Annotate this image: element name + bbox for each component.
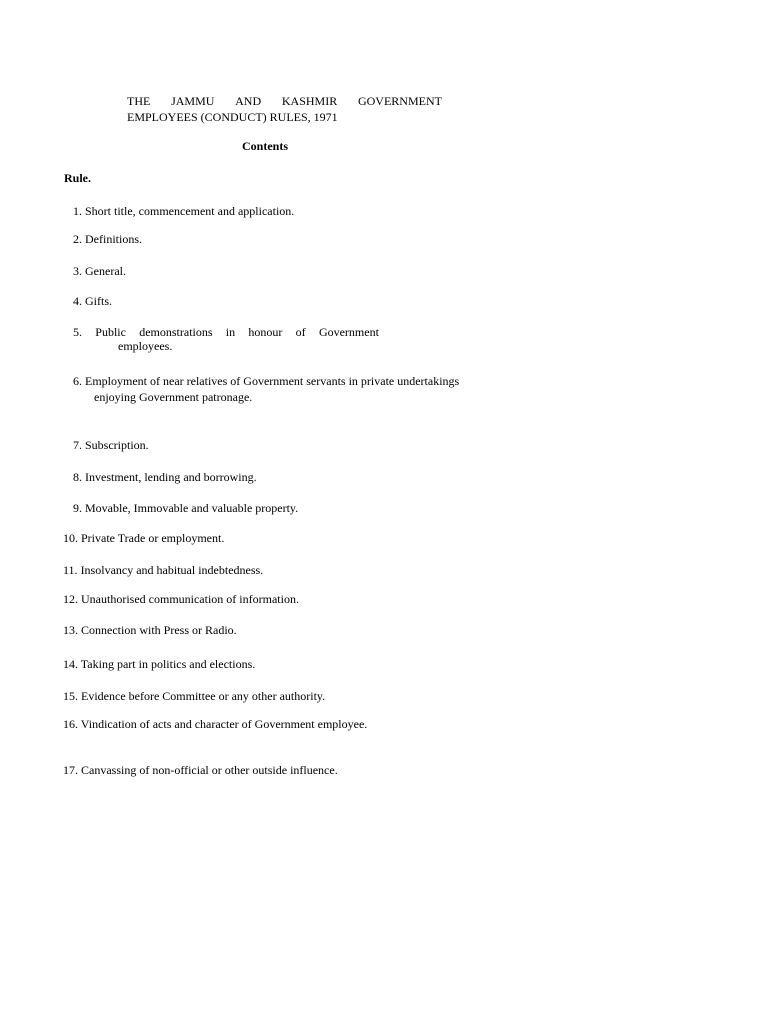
toc-text: Evidence before Committee or any other authority.: [81, 689, 326, 703]
toc-text-continuation: employees.: [118, 339, 173, 353]
title-word: JAMMU: [171, 94, 215, 108]
toc-item-13: [63, 623, 237, 637]
toc-item-9: [73, 501, 298, 515]
toc-word: honour: [248, 325, 283, 339]
toc-text: Investment, lending and borrowing.: [85, 470, 257, 484]
toc-word: Public: [95, 325, 126, 339]
toc-text: Canvassing of non-official or other outside influence.: [81, 763, 338, 777]
toc-text: Unauthorised communication of information.: [81, 592, 299, 606]
title-word: KASHMIR: [281, 94, 338, 108]
toc-text: Connection with Press or Radio.: [81, 623, 237, 637]
toc-text: General.: [85, 264, 126, 278]
toc-text: Gifts.: [85, 294, 112, 308]
toc-word: of: [295, 325, 306, 339]
toc-number: 13.: [63, 623, 78, 637]
toc-item-12: [63, 592, 299, 606]
title-word: GOVERNMENT: [357, 94, 442, 108]
toc-number: 2.: [73, 232, 82, 246]
rule-heading: Rule.: [64, 171, 91, 185]
toc-text-justified: [73, 325, 379, 339]
toc-item-7: [73, 438, 149, 452]
toc-item-8: [73, 470, 257, 484]
toc-item-4: [73, 294, 112, 308]
toc-text-continuation: enjoying Government patronage.: [94, 390, 253, 404]
toc-text: Insolvancy and habitual indebtedness.: [80, 563, 264, 577]
toc-item-16: [63, 717, 367, 731]
toc-item-6: [73, 374, 459, 404]
toc-text: Vindication of acts and character of Government employee.: [80, 717, 368, 731]
toc-item-11: [63, 563, 263, 577]
toc-number: 10.: [63, 531, 78, 545]
toc-word: in: [225, 325, 236, 339]
toc-text: Short title, commencement and application.: [85, 204, 295, 218]
toc-number: 8.: [73, 470, 82, 484]
toc-number: 16.: [63, 717, 78, 731]
toc-word: Government: [318, 325, 379, 339]
toc-number: 12.: [63, 592, 78, 606]
toc-item-15: [63, 689, 325, 703]
toc-item-1: [73, 204, 294, 218]
toc-text: Taking part in politics and elections.: [80, 657, 256, 671]
toc-item-3: [73, 264, 126, 278]
toc-word: demonstrations: [139, 325, 213, 339]
toc-item-10: [63, 531, 224, 545]
document-title-line-2: EMPLOYEES (CONDUCT) RULES, 1971: [127, 110, 338, 124]
toc-number: 17.: [63, 763, 78, 777]
toc-text: Movable, Immovable and valuable property.: [85, 501, 299, 515]
toc-number: 9.: [73, 501, 82, 515]
title-word: THE: [127, 94, 151, 108]
toc-item-14: [63, 657, 255, 671]
toc-item-17: [63, 763, 338, 777]
title-word: AND: [235, 94, 262, 108]
toc-text: Definitions.: [85, 232, 142, 246]
toc-number: 14.: [63, 657, 78, 671]
toc-number: 1.: [73, 204, 82, 218]
toc-text: Employment of near relatives of Government servants in private undertakings: [85, 374, 460, 388]
toc-number: 15.: [63, 689, 78, 703]
toc-number: 5.: [73, 325, 82, 339]
toc-number: 6.: [73, 374, 82, 388]
document-title-line-1: [127, 94, 442, 108]
toc-text: Private Trade or employment.: [81, 531, 225, 545]
toc-number: 3.: [73, 264, 82, 278]
toc-text: Subscription.: [85, 438, 149, 452]
toc-number: 11.: [63, 563, 78, 577]
toc-number: 7.: [73, 438, 82, 452]
toc-number: 4.: [73, 294, 82, 308]
toc-item-2: [73, 232, 142, 246]
toc-item-5: [73, 325, 379, 353]
contents-heading: Contents: [242, 139, 289, 153]
